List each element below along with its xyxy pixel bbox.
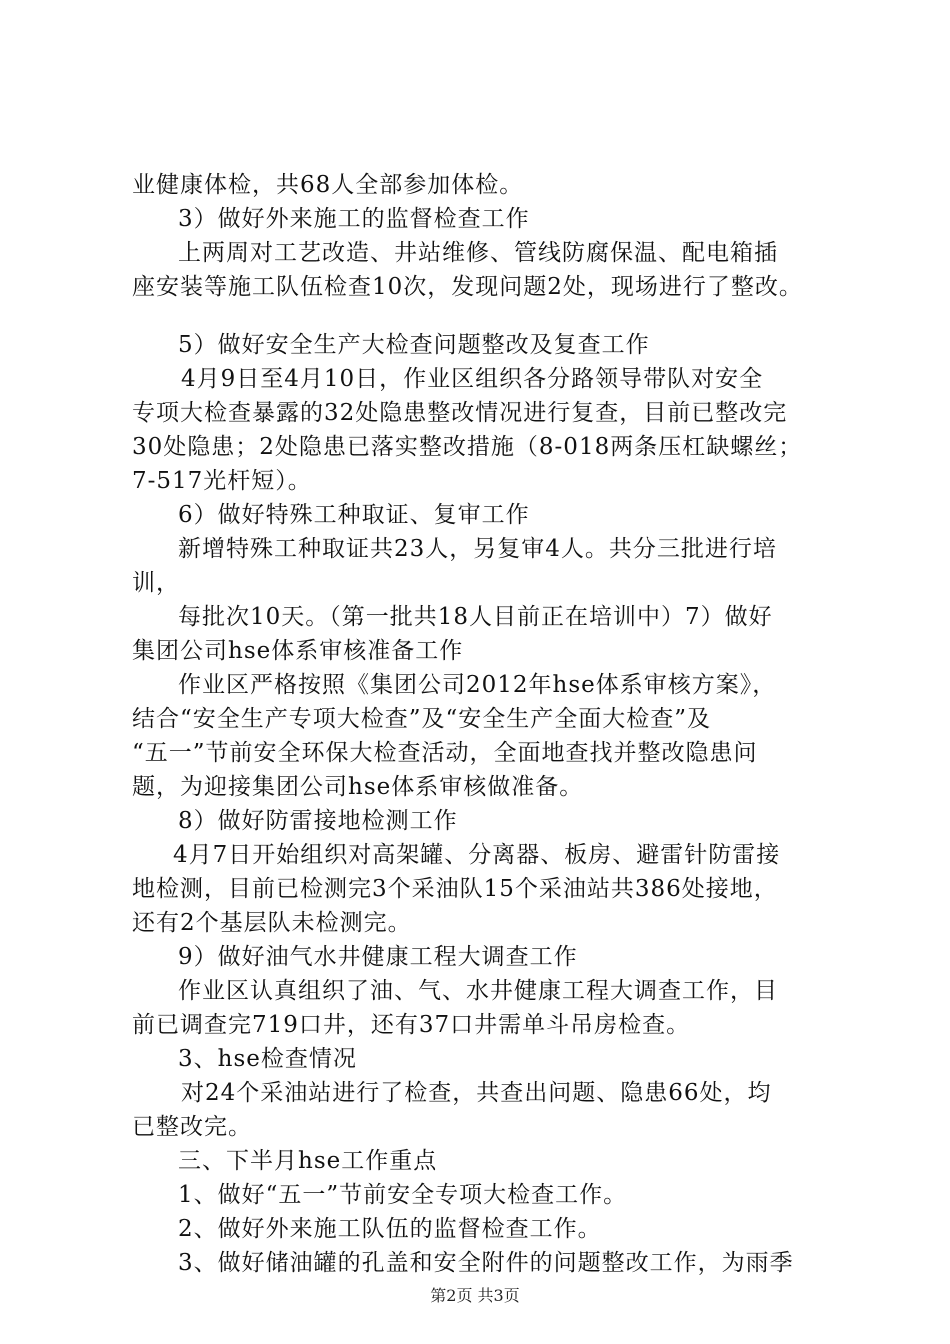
list-item: 2、做好外来施工队伍的监督检查工作。 [178, 1216, 602, 1242]
list-item: 3、做好储油罐的孔盖和安全附件的问题整改工作，为雨季 [178, 1250, 794, 1276]
text-line: 专项大检查暴露的32处隐患整改情况进行复查，目前已整改完 [132, 400, 788, 426]
list-item: 1、做好“五一”节前安全专项大检查工作。 [178, 1182, 628, 1208]
section-heading: 9）做好油气水井健康工程大调查工作 [178, 944, 578, 970]
text-line: 业健康体检，共68人全部参加体检。 [132, 172, 524, 198]
text-line: “五一”节前安全环保大检查活动，全面地查找并整改隐患问 [132, 740, 758, 766]
text-line: 训， [132, 570, 180, 596]
section-heading: 6）做好特殊工种取证、复审工作 [178, 502, 530, 528]
section-heading: 5）做好安全生产大检查问题整改及复查工作 [178, 332, 650, 358]
text-line: 结合“安全生产专项大检查”及“安全生产全面大检查”及 [132, 706, 712, 732]
section-heading: 三、下半月hse工作重点 [178, 1148, 438, 1174]
text-line: 新增特殊工种取证共23人，另复审4人。共分三批进行培 [178, 536, 777, 562]
text-line: 作业区认真组织了油、气、水井健康工程大调查工作，目 [178, 978, 778, 1004]
section-heading: 3、hse检查情况 [178, 1046, 357, 1072]
text-line: 还有2个基层队未检测完。 [132, 910, 412, 936]
text-line: 作业区严格按照《集团公司2012年hse体系审核方案》， [178, 672, 777, 698]
section-heading: 3）做好外来施工的监督检查工作 [178, 206, 530, 232]
text-line: 前已调查完719口井，还有37口井需单斗吊房检查。 [132, 1012, 691, 1038]
text-line: 7-517光杆短）。 [132, 468, 312, 494]
text-line: 已整改完。 [132, 1114, 252, 1140]
section-heading: 8）做好防雷接地检测工作 [178, 808, 458, 834]
text-line: 题，为迎接集团公司hse体系审核做准备。 [132, 774, 584, 800]
text-line: 30处隐患；2处隐患已落实整改措施（8-018两条压杠缺螺丝； [132, 434, 803, 460]
text-line: 上两周对工艺改造、井站维修、管线防腐保温、配电箱插 [178, 240, 778, 266]
text-line: 每批次10天。（第一批共18人目前正在培训中）7）做好 [178, 604, 773, 630]
page-footer: 第2页 共3页 [430, 1286, 520, 1305]
text-line: 地检测，目前已检测完3个采油队15个采油站共386处接地， [132, 876, 778, 902]
text-line: 4月7日开始组织对高架罐、分离器、板房、避雷针防雷接 [173, 842, 781, 868]
text-line: 对24个采油站进行了检查，共查出问题、隐患66处，均 [181, 1080, 772, 1106]
text-line: 座安装等施工队伍检查10次，发现问题2处，现场进行了整改。 [132, 274, 803, 300]
text-line: 4月9日至4月10日，作业区组织各分路领导带队对安全 [181, 366, 764, 392]
text-line: 集团公司hse体系审核准备工作 [132, 638, 464, 664]
